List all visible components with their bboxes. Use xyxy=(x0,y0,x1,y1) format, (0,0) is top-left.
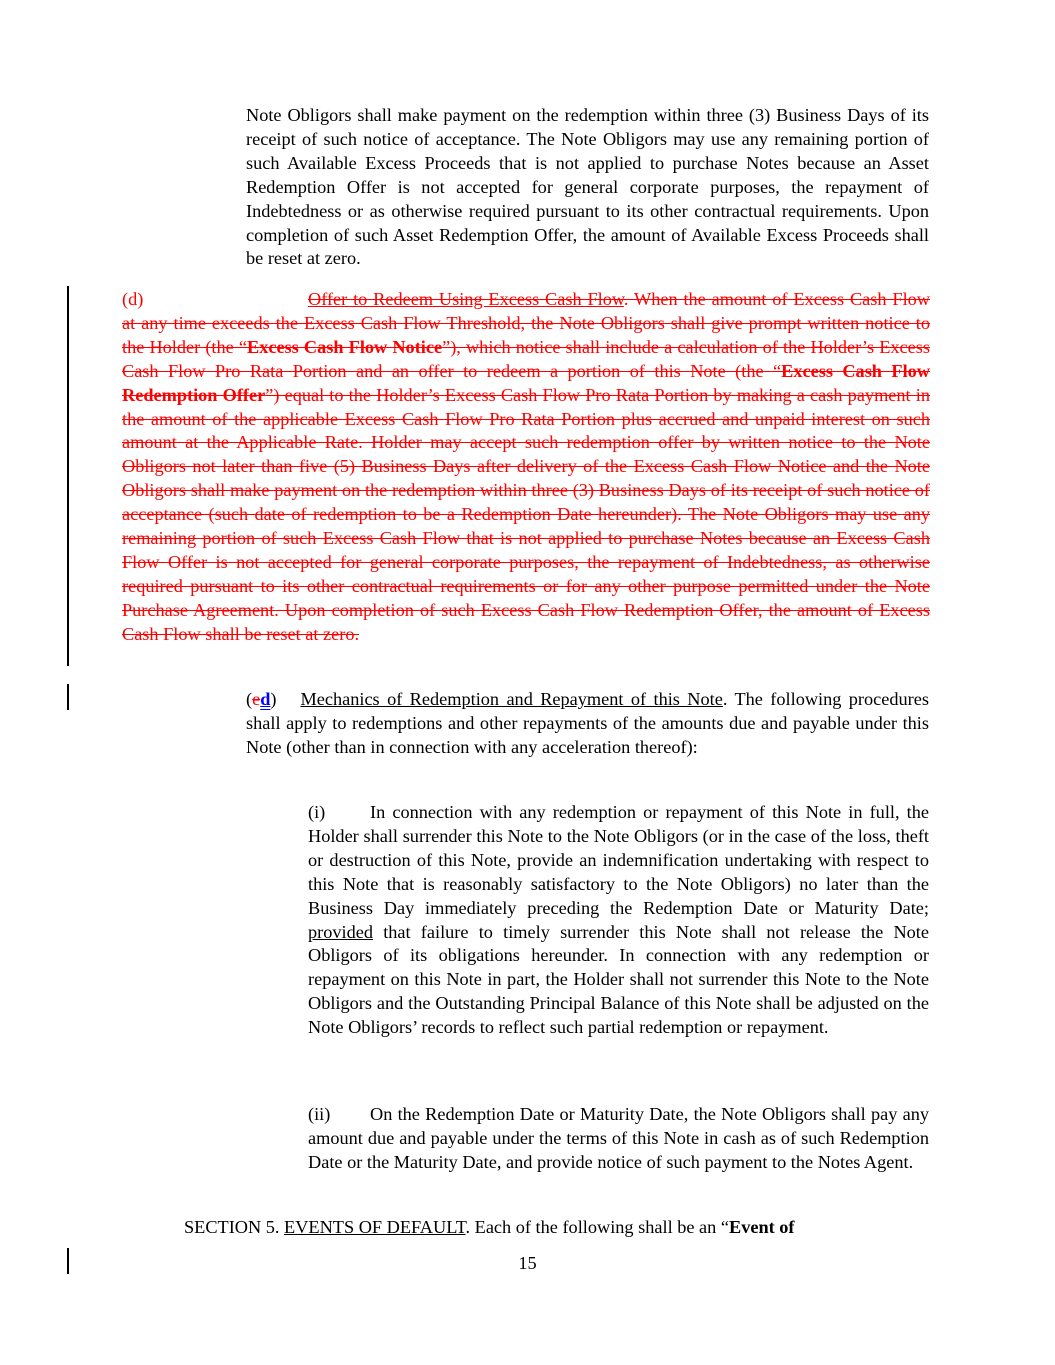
inserted-letter: d xyxy=(260,689,271,709)
section-title: EVENTS OF DEFAULT xyxy=(284,1217,466,1237)
item-text: In connection with any redemption or repayment of this Note in full, the Holder shall surrender this Note to the Note Obligors (or in the case of the loss, theft or destruction of this Note, provide an indemnification undertaking with respect to this Note that is reasonably satisfactory to the Note Obligors) no later than the Business Day immediately preceding the Redemption Date or Maturity Date; xyxy=(308,802,929,918)
paragraph-number-open: ( xyxy=(246,689,253,709)
change-bar xyxy=(67,286,69,666)
item-underlined-term: provided xyxy=(308,921,373,942)
deleted-paragraph-text: ”), which notice shall include a calculation of the Holder’s Excess Cash Flow Pro Rata Portion and an offer to redeem a portion of this Note (the “ xyxy=(122,336,930,381)
item-text: that failure to timely surrender this Note shall not release the Note Obligors of its obligations hereunder. In connection with any redemption or repayment on this Note in part, the Holder shall not surrender this Note to the Note Obligors and the Outstanding Principal Balance of this Note shall be adjusted on the Note Obligors’ records to reflect such partial redemption or repayment. xyxy=(308,921,929,1038)
change-bar xyxy=(67,684,69,710)
paragraph-mechanics-of-redemption xyxy=(246,688,929,760)
deleted-letter: e xyxy=(252,689,261,709)
defined-term: Excess Cash Flow Notice xyxy=(247,336,443,357)
section-5-heading xyxy=(184,1216,929,1240)
deleted-paragraph-text: . When the amount of Excess Cash Flow at any time exceeds the Excess Cash Flow Threshold, the Note Obligors shall give prompt written notice to the Holder (the “ xyxy=(122,289,930,357)
deleted-paragraph-text: ”) equal to the Holder’s Excess Cash Flow Pro Rata Portion by making a cash payment in the amount of the applicable Excess Cash Flow Pro Rata Portion plus accrued and unpaid interest on such amount at the Applicable Rate. Holder may accept such redemption offer by written notice to the Note Obligors not later than five (5) Business Days after delivery of the Excess Cash Flow Notice and the Note Obligors shall make payment on the redemption within three (3) Business Days of its receipt of such notice of acceptance (such date of redemption to be a Redemption Date hereunder). The Note Obligors may use any remaining portion of such Excess Cash Flow that is not applied to purchase Notes because an Excess Cash Flow Offer is not accepted for general corporate purposes, the repayment of Indebtedness, as otherwise required pursuant to its other contractual requirements or for any other purpose permitted under the Note Purchase Agreement. Upon completion of such Excess Cash Flow Redemption Offer, the amount of Excess Cash Flow shall be reset at zero. xyxy=(122,384,930,644)
item-text: On the Redemption Date or Maturity Date, the Note Obligors shall pay any amount due and payable under the terms of this Note in cash as of such Redemption Date or the Maturity Date, and provide notice of such payment to the Notes Agent. xyxy=(308,1104,929,1172)
paragraph-c-continuation: Note Obligors shall make payment on the redemption within three (3) Business Days of its receipt of such notice of acceptance. The Note Obligors may use any remaining portion of such Available Excess Proceeds that is not applied to purchase Notes because an Asset Redemption Offer is not accepted for general corporate purposes, the repayment of Indebtedness or as otherwise required pursuant to its other contractual requirements. Upon completion of such Asset Redemption Offer, the amount of Available Excess Proceeds shall be reset at zero. xyxy=(246,105,929,269)
section-label: SECTION 5. xyxy=(184,1217,285,1237)
paragraph-text: . The following procedures shall apply to redemptions and other repayments of the amounts due and payable under this Note (other than in connection with any acceleration thereof): xyxy=(246,689,929,757)
defined-term: Excess Cash Flow Redemption Offer xyxy=(122,360,930,405)
deleted-paragraph-number: (d) xyxy=(122,289,144,309)
section-text: . Each of the following shall be an “ xyxy=(465,1217,729,1237)
paragraph-number-close: ) xyxy=(270,689,277,709)
paragraph-heading: Mechanics of Redemption and Repayment of this Note xyxy=(300,689,723,709)
page-number: 15 xyxy=(518,1253,537,1273)
deleted-paragraph-heading: Offer to Redeem Using Excess Cash Flow xyxy=(308,289,624,309)
item-i xyxy=(308,801,929,1040)
item-number: (ii) xyxy=(308,1104,331,1124)
deleted-paragraph-d xyxy=(122,288,930,647)
defined-term: Event of xyxy=(729,1217,795,1237)
item-ii xyxy=(308,1103,929,1175)
item-number: (i) xyxy=(308,802,326,822)
